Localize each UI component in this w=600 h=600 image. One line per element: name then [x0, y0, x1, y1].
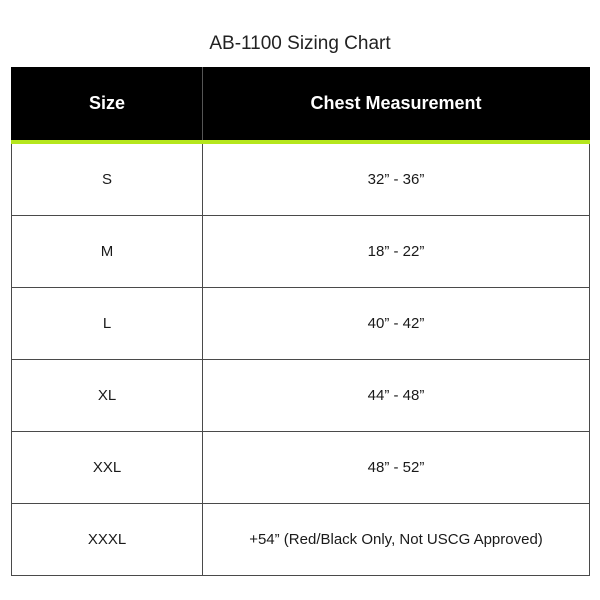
- chest-cell: 44” - 48”: [203, 360, 590, 432]
- header-size: Size: [12, 67, 203, 142]
- chest-cell: 32” - 36”: [203, 142, 590, 216]
- chest-cell: +54” (Red/Black Only, Not USCG Approved): [203, 504, 590, 576]
- chart-title: AB-1100 Sizing Chart: [209, 33, 391, 54]
- header-row: [12, 67, 590, 142]
- chest-cell: 48” - 52”: [203, 432, 590, 504]
- table-row: [12, 216, 590, 288]
- chest-cell: 40” - 42”: [203, 288, 590, 360]
- table-row: [12, 360, 590, 432]
- size-cell: XL: [12, 360, 203, 432]
- table-header: [12, 67, 590, 142]
- size-cell: L: [12, 288, 203, 360]
- chest-cell: 18” - 22”: [203, 216, 590, 288]
- table-row: [12, 288, 590, 360]
- table-body: [12, 142, 590, 576]
- size-cell: XXXL: [12, 504, 203, 576]
- table-row: [12, 142, 590, 216]
- size-cell: M: [12, 216, 203, 288]
- sizing-table: [11, 67, 590, 576]
- size-cell: XXL: [12, 432, 203, 504]
- table-row: [12, 504, 590, 576]
- table-row: [12, 432, 590, 504]
- header-chest-measurement: Chest Measurement: [203, 67, 590, 142]
- size-cell: S: [12, 142, 203, 216]
